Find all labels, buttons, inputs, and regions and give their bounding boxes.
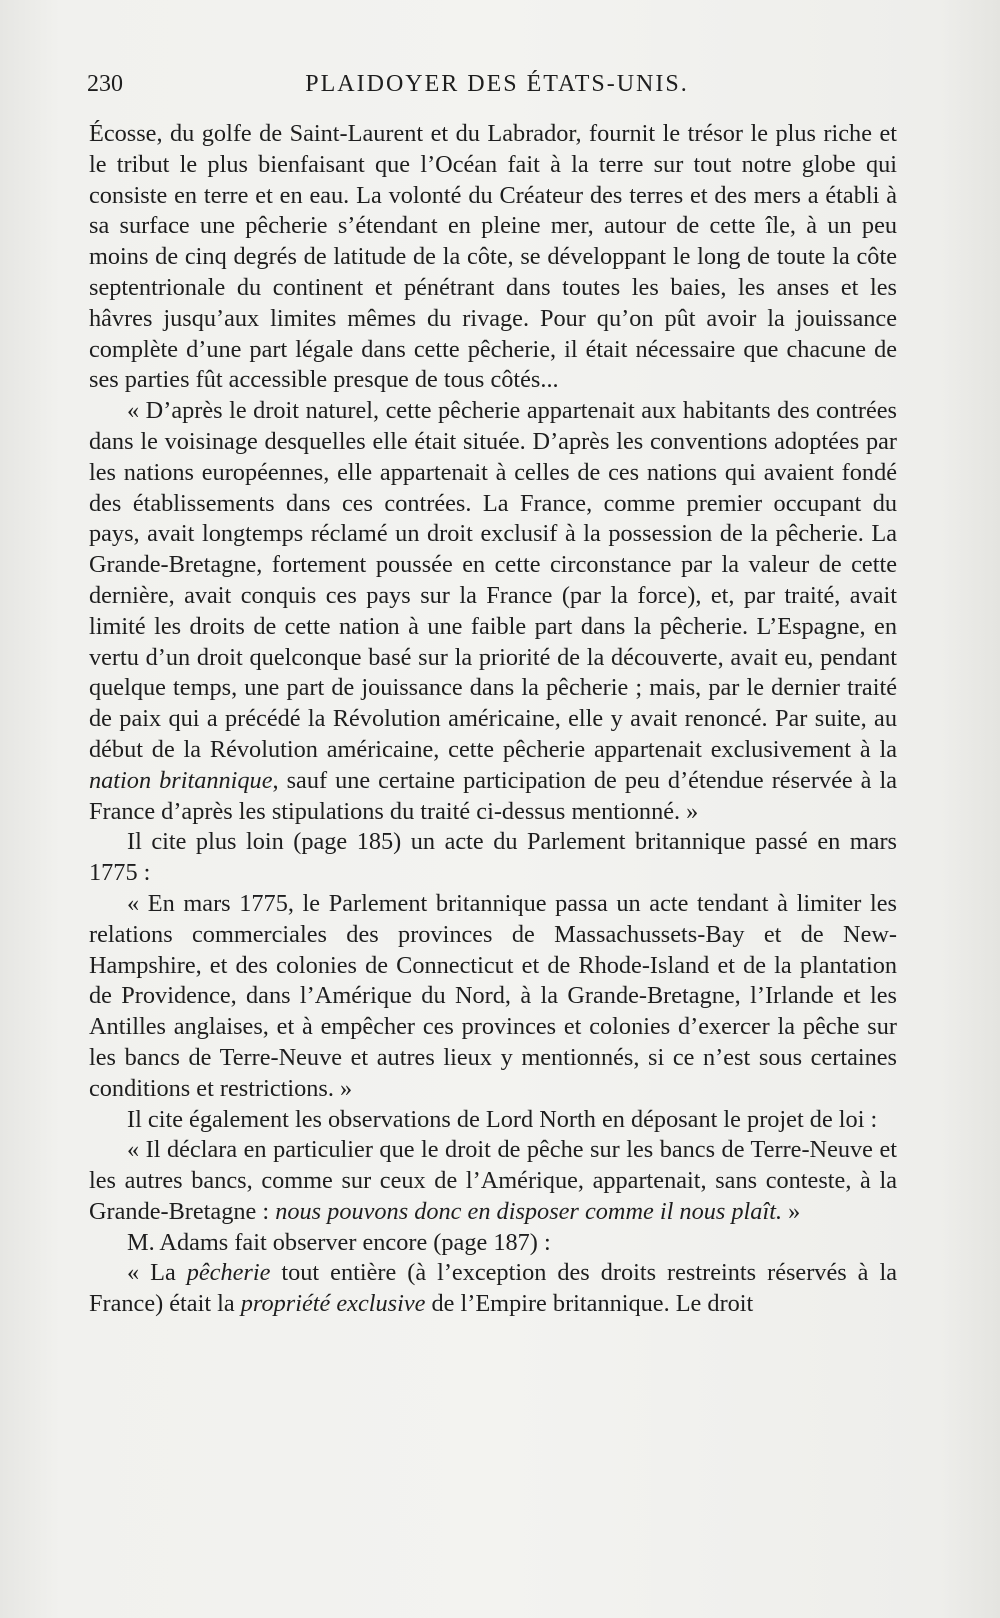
italic-text: nation britannique [89,766,273,794]
paragraph [89,889,897,1105]
text-run: Il cite également les observations de Lord North en déposant le projet de loi : [127,1105,878,1133]
page-header [87,67,907,101]
italic-text: pêcherie [186,1259,271,1287]
page-number: 230 [87,71,123,97]
text-run: M. Adams fait observer encore (page 187) : [127,1228,551,1256]
paragraph [89,1258,897,1320]
text-run: « La [127,1259,187,1287]
paragraph [89,1105,897,1136]
paragraph [89,1135,897,1227]
paragraph [89,827,897,889]
paragraph [89,1228,897,1259]
running-title: PLAIDOYER DES ÉTATS-UNIS. [305,71,689,97]
text-run: Il cite plus loin (page 185) un acte du Parlement britannique passé en mars 1775 : [89,828,897,887]
italic-text: propriété exclusive [240,1290,426,1318]
text-run: « Il déclara en particulier que le droit de pêche sur les bancs de Terre-Neuve et les autres bancs, comme sur ceux de l’Amérique, appartenait, sans conteste, à la Grande-Bretagne : [89,1136,897,1225]
body-text [89,119,897,1320]
text-run: de l’Empire britannique. Le droit [425,1290,754,1318]
text-run: tout entière (à l’exception des droits restreints réservés à la France) était la [89,1259,897,1318]
text-run: » [782,1197,801,1225]
italic-text: nous pouvons donc en disposer comme il nous plaît. [275,1197,783,1225]
text-run: Écosse, du golfe de Saint-Laurent et du Labrador, fournit le trésor le plus riche et le tribut le plus bienfaisant que l’Océan fait à la terre sur tout notre globe qui consiste en terre et en eau. La volonté du Créateur des terres et des mers a établi à sa surface une pêcherie s’étendant en pleine mer, autour de cette île, à un peu moins de cinq degrés de latitude de la côte, se développant le long de toute la côte septentrionale du continent et pénétrant dans toutes les baies, les anses et les hâvres jusqu’aux limites mêmes du rivage. Pour qu’on pût avoir la jouissance complète d’une part légale dans cette pêcherie, il était nécessaire que chacune de ses parties fût accessible presque de tous côtés... [89,120,897,394]
text-run: , sauf une certaine participation de peu d’étendue réservée à la France d’après les stipulations du traité ci-dessus mentionné. » [89,766,897,825]
text-run: « En mars 1775, le Parlement britannique passa un acte tendant à limiter les relations commerciales des provinces de Massachussets-Bay et de New-Hampshire, et des colonies de Connecticut et de Rhode-Island et de la plantation de Providence, dans l’Amérique du Nord, à la Grande-Bretagne, l’Irlande et les Antilles anglaises, et à empêcher ces provinces et colonies d’exercer la pêche sur les bancs de Terre-Neuve et autres lieux y mentionnés, si ce n’est sous certaines conditions et restrictions. » [89,889,897,1102]
paragraph [89,396,897,827]
paragraph [89,119,897,396]
text-run: « D’après le droit naturel, cette pêcherie appartenait aux habitants des contrées dans le voisinage desquelles elle était située. D’après les conventions adoptées par les nations européennes, elle appartenait à celles de ces nations qui avaient fondé des établissements dans ces contrées. La France, comme premier occupant du pays, avait longtemps réclamé un droit exclusif à la possession de la pêcherie. La Grande-Bretagne, fortement poussée en cette circonstance par la valeur de cette dernière, avait conquis ces pays sur la France (par la force), et, par traité, avait limité les droits de cette nation à une faible part dans la pêcherie. L’Espagne, en vertu d’un droit quelconque basé sur la priorité de la découverte, avait eu, pendant quelque temps, une part de jouissance dans la pêcherie ; mais, par le dernier traité de paix qui a précédé la Révolution américaine, elle y avait renoncé. Par suite, au début de la Révolution américaine, cette pêcherie appartenait exclusivement à la [89,397,897,763]
